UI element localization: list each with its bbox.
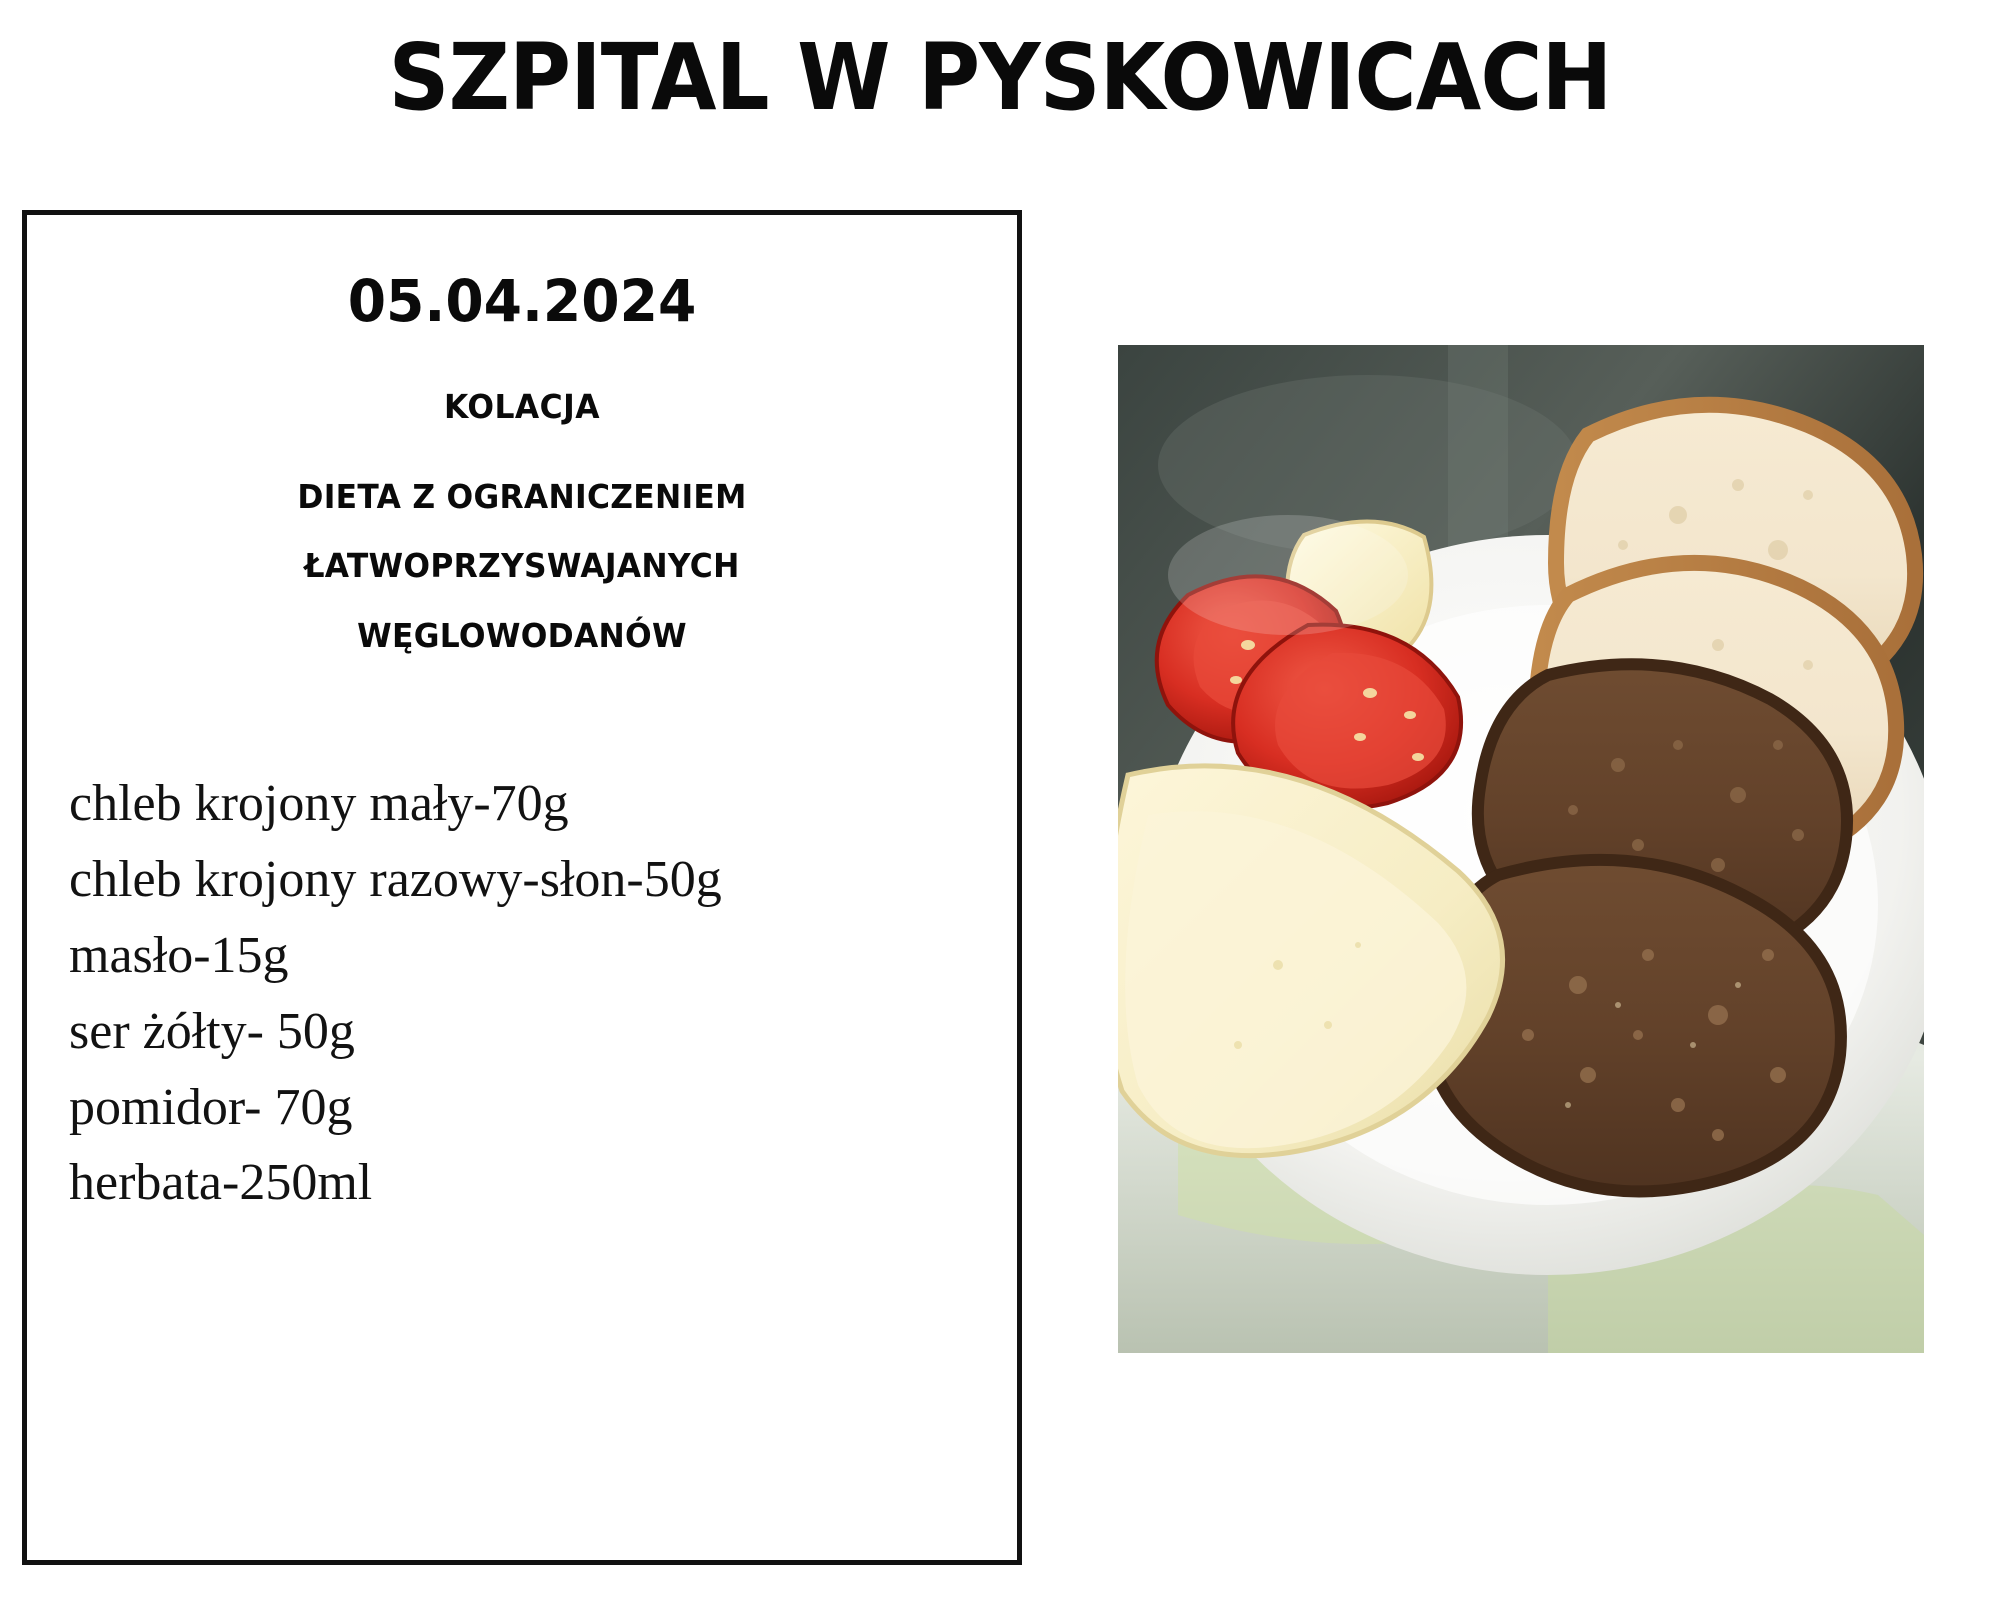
diet-name: [52, 462, 993, 670]
list-item: pomidor- 70g: [69, 1078, 353, 1136]
menu-date: 05.04.2024: [347, 267, 697, 335]
list-item: herbata-250ml: [69, 1154, 373, 1212]
diet-name-line-2: WĘGLOWODANÓW: [357, 615, 687, 655]
diet-name-line-1: DIETA Z OGRANICZENIEM ŁATWOPRZYSWAJANYCH: [297, 477, 747, 586]
list-item: masło-15g: [69, 926, 289, 984]
list-item: chleb krojony mały-70g: [69, 774, 569, 832]
list-item: chleb krojony razowy-słon-50g: [69, 850, 722, 908]
meal-type-label: KOLACJA: [443, 387, 601, 426]
page-title: SZPITAL W PYSKOWICACH: [388, 24, 1612, 131]
meal-items-list: [27, 766, 1017, 1221]
menu-card: [22, 210, 1022, 1565]
meal-photo: [1118, 345, 1924, 1353]
list-item: ser żółty- 50g: [69, 1002, 355, 1060]
